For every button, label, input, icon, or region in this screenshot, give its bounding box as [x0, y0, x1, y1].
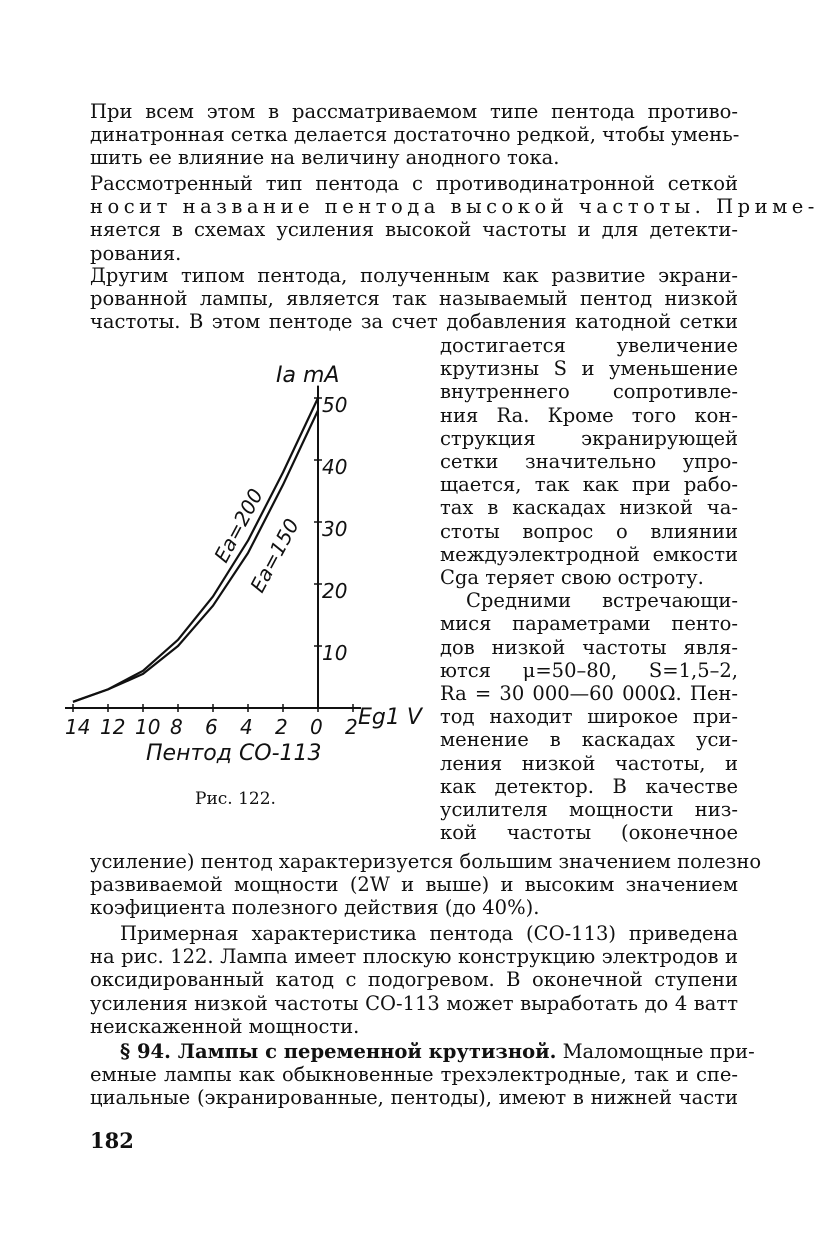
text-line: Ra = 30 000—60 000Ω. Пен-	[440, 682, 738, 706]
paragraph-5	[90, 922, 738, 1038]
text-line: частоты. В этом пентоде за счет добавления катодной сетки	[90, 310, 738, 334]
text-line: няется в схемах усиления высокой частоты и для детекти-	[90, 218, 738, 242]
x-tick-label: 14	[65, 715, 91, 739]
text-line: струкция экранирующей	[440, 426, 738, 450]
x-tick-label: 0	[310, 715, 323, 739]
text-line: ются μ=50–80, S=1,5–2,	[440, 658, 738, 682]
paragraph-1	[90, 100, 738, 170]
text-line: достигается увеличение	[440, 334, 738, 357]
x-tick-label: 8	[170, 715, 183, 739]
y-tick-label: 20	[322, 579, 348, 603]
x-tick-label: 12	[100, 715, 126, 739]
pentode-characteristic-chart	[65, 352, 426, 822]
text-line: стоты вопрос о влиянии	[440, 519, 738, 543]
text-line: Cga теряет свою остроту.	[440, 566, 704, 590]
text-line: междуэлектродной емкости	[440, 542, 738, 566]
curve-label-ea200: Ea=200	[209, 484, 268, 567]
text-line: емные лампы как обыкновенные трехэлектродные, так и спе-	[90, 1063, 738, 1087]
x-tick-label: 4	[240, 715, 253, 739]
text-line: неискаженной мощности.	[90, 1014, 360, 1038]
x-tick-label: 6	[205, 715, 218, 739]
text-line: циальные (экранированные, пентоды), имеют в нижней части	[90, 1086, 738, 1110]
text-line: усиление) пентод характеризуется большим значением полезно	[90, 850, 762, 873]
text-line: мися параметрами пенто-	[440, 612, 738, 636]
chart-ticks	[65, 393, 358, 739]
page-number: 182	[90, 1128, 134, 1153]
text-line: внутреннего сопротивле-	[440, 380, 738, 404]
text-line: динатронная сетка делается достаточно редкой, чтобы умень-	[90, 123, 740, 147]
text-line: усиления низкой частоты СО-113 может выработать до 4 ватт	[90, 991, 738, 1015]
text-line: дов низкой частоты явля-	[440, 635, 738, 659]
y-axis-label: Ia mA	[276, 363, 340, 388]
text-line: тах в каскадах низкой ча-	[440, 496, 738, 520]
text-line: на рис. 122. Лампа имеет плоскую конструкцию электродов и	[90, 945, 738, 969]
text-line: усилителя мощности низ-	[440, 798, 738, 822]
figure-caption: Рис. 122.	[195, 789, 276, 809]
heading-continuation: Маломощные при-	[556, 1040, 755, 1063]
text-line: шить ее влияние на величину анодного тока.	[90, 146, 560, 170]
text-line: щается, так как при рабо-	[440, 473, 738, 497]
text-line: ления низкой частоты, и	[440, 751, 738, 775]
text-line: тод находит широкое при-	[440, 705, 738, 729]
x-axis-label: Eg1 V	[358, 705, 422, 730]
y-tick-label: 30	[322, 517, 348, 541]
text-line: Примерная характеристика пентода (СО-113) приведена	[120, 922, 738, 945]
paragraph-2	[90, 172, 819, 265]
y-tick-label: 10	[322, 641, 348, 665]
text-line: рования.	[90, 241, 182, 265]
side-column-text	[440, 334, 738, 844]
text-line: рованной лампы, является так называемый пентод низкой	[90, 287, 738, 311]
text-line: кой частоты (оконечное	[440, 821, 738, 845]
section-heading: § 94. Лампы с переменной крутизной.	[120, 1040, 557, 1063]
text-line: ния Ra. Кроме того кон-	[440, 403, 738, 427]
text-line: развиваемой мощности (2W и выше) и высоким значением	[90, 873, 738, 897]
x-tick-label: 10	[135, 715, 161, 739]
curve-label-ea150: Ea=150	[245, 514, 304, 597]
paragraph-6	[90, 1040, 755, 1110]
text-line: При всем этом в рассматриваемом типе пентода противо-	[90, 100, 738, 123]
text-line: коэфициента полезного действия (до 40%).	[90, 896, 540, 920]
y-tick-label: 40	[322, 455, 348, 479]
text-line: Рассмотренный тип пентода с противодинатронной сеткой	[90, 172, 738, 195]
text-line: крутизны S и уменьшение	[440, 357, 738, 381]
x-tick-label: 2	[345, 715, 358, 739]
y-tick-label: 50	[322, 393, 348, 417]
text-line: носит название пентода высокой частоты. Приме-	[90, 195, 819, 219]
chart-subtitle: Пентод СО-113	[146, 741, 322, 766]
text-line: Другим типом пентода, полученным как развитие экрани-	[90, 264, 738, 287]
paragraph-4	[90, 850, 762, 920]
x-tick-label: 2	[275, 715, 288, 739]
text-line: менение в каскадах уси-	[440, 728, 738, 752]
text-line: как детектор. В качестве	[440, 774, 738, 798]
text-line	[90, 1040, 755, 1063]
paragraph-3	[90, 264, 738, 334]
text-line: Средними встречающи-	[466, 589, 738, 613]
text-line: сетки значительно упро-	[440, 450, 738, 474]
text-line: оксидированный катод с подогревом. В оконечной ступени	[90, 968, 738, 992]
